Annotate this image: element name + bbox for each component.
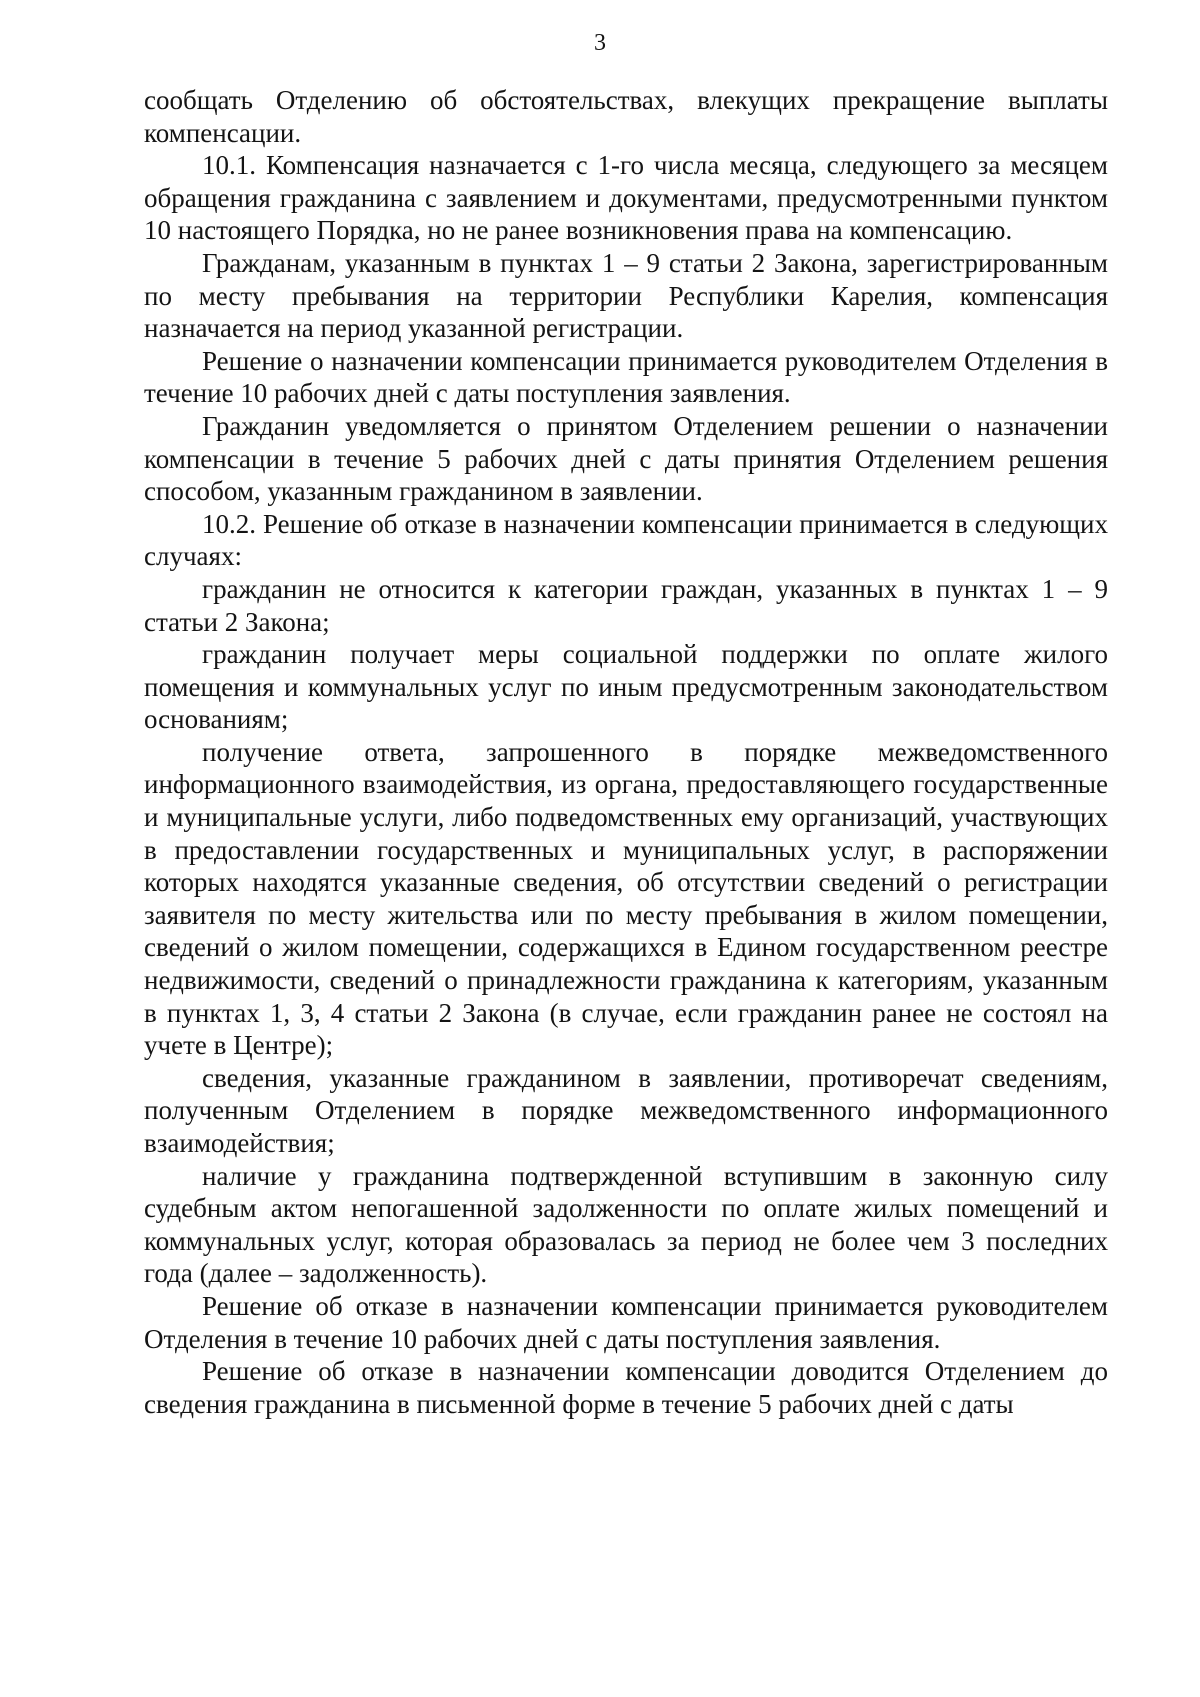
paragraph: Решение об отказе в назначении компенсации доводится Отделением до сведения гражданина в письменной форме в течение 5 рабочих дней с даты: [144, 1356, 1108, 1419]
list-item: сведения, указанные гражданином в заявлении, противоречат сведениям, полученным Отделением в порядке межведомственного информационного взаимодействия;: [144, 1062, 1108, 1158]
paragraph: 10.1. Компенсация назначается с 1-го числа месяца, следующего за месяцем обращения гражданина с заявлением и документами, предусмотренными пунктом 10 настоящего Порядка, но не ранее возникновения права на компенсацию.: [144, 150, 1108, 246]
paragraph: 10.2. Решение об отказе в назначении компенсации принимается в следующих случаях:: [144, 508, 1108, 572]
list-item: гражданин не относится к категории граждан, указанных в пунктах 1 – 9 статьи 2 Закона;: [144, 573, 1108, 637]
paragraph: Гражданам, указанным в пунктах 1 – 9 статьи 2 Закона, зарегистрированным по месту пребывания на территории Республики Карелия, компенсация назначается на период указанной регистрации.: [144, 247, 1108, 344]
page-number: 3: [594, 30, 606, 56]
document-body: [144, 84, 1108, 1420]
paragraph: сообщать Отделению об обстоятельствах, влекущих прекращение выплаты компенсации.: [144, 85, 1108, 148]
paragraph: Решение об отказе в назначении компенсации принимается руководителем Отделения в течение 10 рабочих дней с даты поступления заявления.: [144, 1290, 1108, 1354]
list-item: получение ответа, запрошенного в порядке межведомственного информационного взаимодействия, из органа, предоставляющего государственные и муниципальные услуги, либо подведомственных ему организаций, участвующих в предоставлении государственных и муниципальных услуг, в распоряжении которых находятся указанные сведения, об отсутствии сведений о регистрации заявителя по месту жительства или по месту пребывания в жилом помещении, сведений о жилом помещении, содержащихся в Едином государственном реестре недвижимости, сведений о принадлежности гражданина к категориям, указанным в пунктах 1, 3, 4 статьи 2 Закона (в случае, если гражданин ранее не состоял на учете в Центре);: [144, 736, 1108, 1061]
paragraph: Решение о назначении компенсации принимается руководителем Отделения в течение 10 рабочих дней с даты поступления заявления.: [144, 345, 1108, 409]
list-item: гражданин получает меры социальной поддержки по оплате жилого помещения и коммунальных услуг по иным предусмотренным законодательством основаниям;: [144, 639, 1108, 735]
list-item: наличие у гражданина подтвержденной вступившим в законную силу судебным актом непогашенной задолженности по оплате жилых помещений и коммунальных услуг, которая образовалась за период не более чем 3 последних года (далее – задолженность).: [144, 1160, 1108, 1289]
paragraph: Гражданин уведомляется о принятом Отделением решении о назначении компенсации в течение 5 рабочих дней с даты принятия Отделением решения способом, указанным гражданином в заявлении.: [144, 410, 1108, 507]
